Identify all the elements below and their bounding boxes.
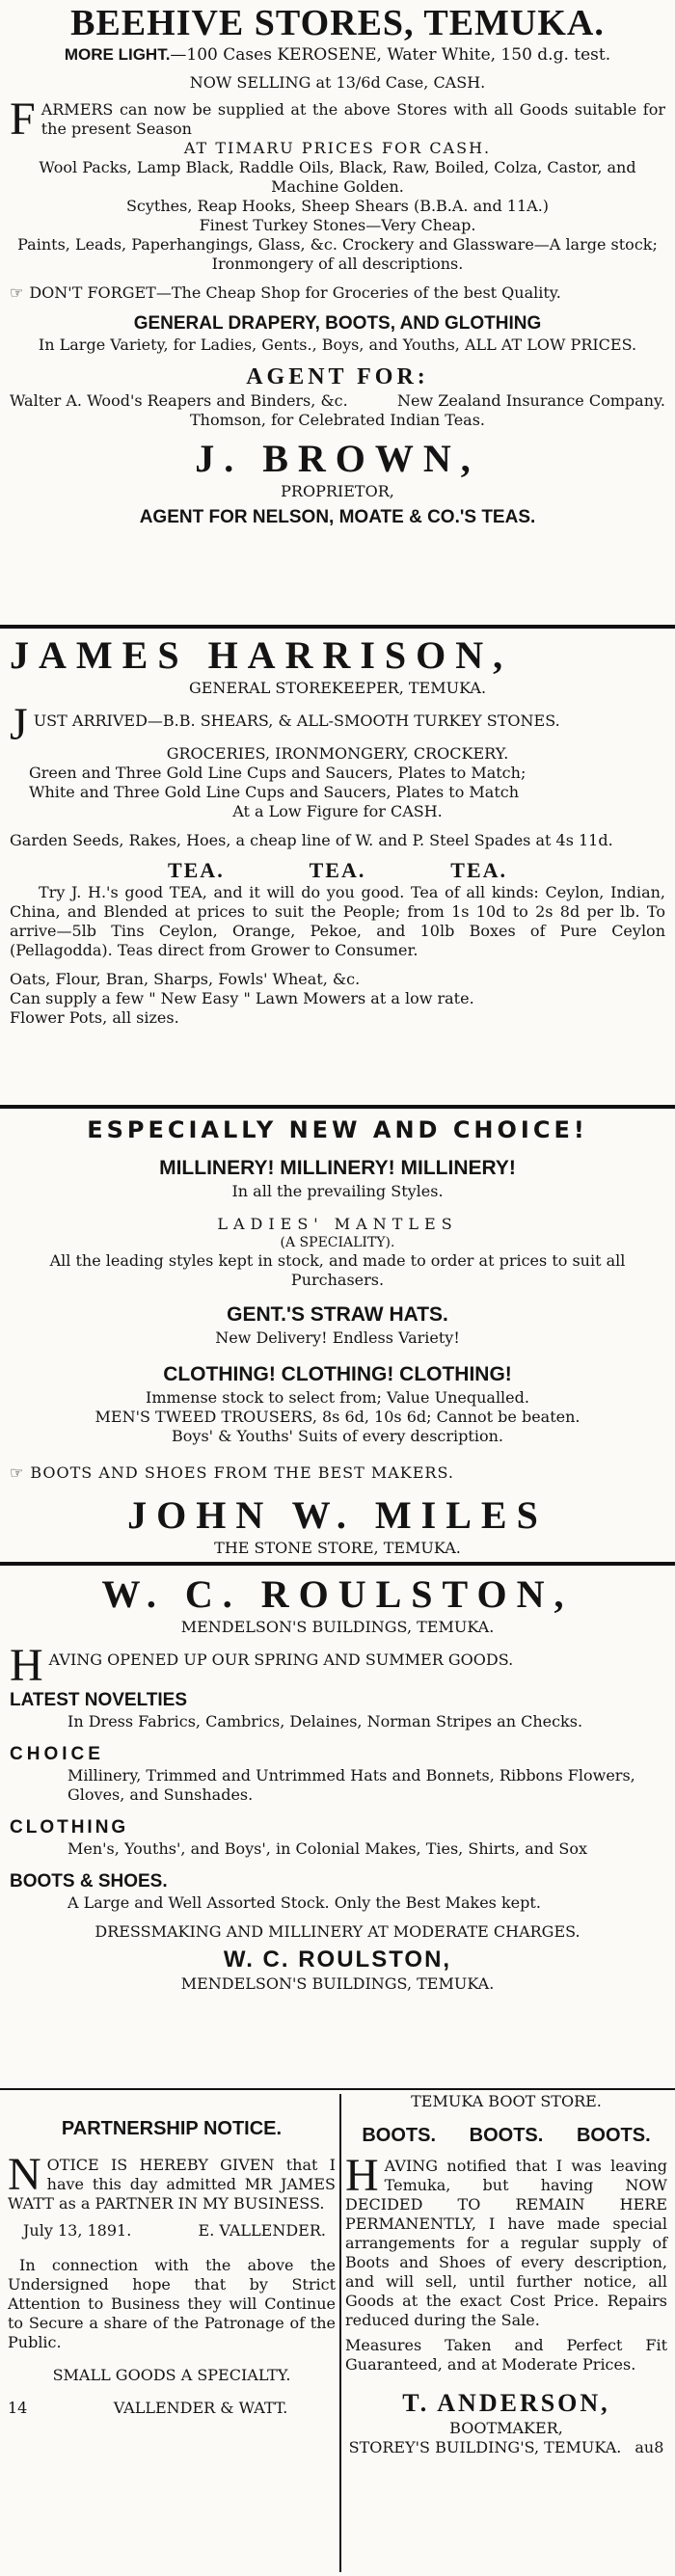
more-light-head: MORE LIGHT. (64, 45, 171, 64)
small-goods: SMALL GOODS A SPECIALTY. (52, 2366, 291, 2384)
divider-1 (0, 625, 675, 629)
now-selling: NOW SELLING at 13/6d Case, CASH. (189, 73, 486, 92)
agent-thomson: Thomson, for Celebrated Indian Teas. (190, 411, 485, 429)
boots-shoes-line (10, 1463, 665, 1483)
cups-line-2: White and Three Gold Line Cups and Saucers, Plates to Match (29, 783, 520, 801)
paints: Paints, Leads, Paperhangings, Glass, &c. Crockery and Glassware—A large stock; Ironmongery of all descriptions. (17, 235, 658, 273)
agent-row (10, 391, 665, 411)
clothing-head: CLOTHING (10, 1817, 129, 1838)
turkey-stones: Finest Turkey Stones—Very Cheap. (199, 216, 476, 234)
boots-word-3: BOOTS. (576, 2125, 651, 2146)
firm-name: VALLENDER & WATT. (113, 2399, 288, 2417)
more-light-text: —100 Cases KEROSENE, Water White, 150 d.g. test. (170, 45, 611, 65)
divider-2 (0, 1105, 675, 1109)
anderson-address-row (345, 2438, 667, 2457)
dressmaking-line: DRESSMAKING AND MILLINERY AT MODERATE CHARGES. (94, 1922, 580, 1941)
drapery-text: In Large Variety, for Ladies, Gents., Boys, and Youths, ALL AT LOW PRICES. (38, 335, 637, 354)
scythes: Scythes, Reap Hooks, Sheep Shears (B.B.A. and 11A.) (125, 197, 550, 215)
millinery-line: MILLINERY! MILLINERY! MILLINERY! (159, 1157, 516, 1179)
boots-word-1: BOOTS. (362, 2125, 436, 2146)
agent-head: AGENT FOR: (246, 364, 429, 389)
wool-packs: Wool Packs, Lamp Black, Raddle Oils, Black, Raw, Boiled, Colza, Castor, and Machine Golden. (39, 158, 636, 196)
notice-sign-row (8, 2221, 336, 2241)
column-divider (339, 2094, 341, 2572)
choice-head: CHOICE (10, 1744, 104, 1764)
brown-agent: AGENT FOR NELSON, MOATE & CO.'S TEAS. (139, 507, 536, 527)
drapery-head: GENERAL DRAPERY, BOOTS, AND GLOTHING (133, 313, 542, 334)
roulston-sub-2: MENDELSON'S BUILDINGS, TEMUKA. (180, 1974, 495, 1993)
notice-signer: E. VALLENDER. (198, 2221, 326, 2240)
flowerpots-line: Flower Pots, all sizes. (10, 1008, 179, 1027)
clothing-line: CLOTHING! CLOTHING! CLOTHING! (163, 1363, 512, 1385)
firm-row (8, 2399, 336, 2418)
cups-line-3: At a Low Figure for CASH. (232, 802, 443, 820)
tea-word-3: TEA. (450, 858, 508, 882)
sign-mark: 14 (8, 2399, 28, 2417)
beehive-ad (0, 2, 675, 530)
tea-headline (10, 858, 665, 883)
miles-sub: THE STONE STORE, TEMUKA. (214, 1539, 461, 1557)
immense-stock: Immense stock to select from; Value Unequalled. (146, 1388, 529, 1407)
notice-paragraph (8, 2149, 336, 2214)
latest-text: In Dress Fabrics, Cambrics, Delaines, Norman Stripes an Checks. (68, 1712, 583, 1731)
boots-word-2: BOOTS. (469, 2125, 544, 2146)
dont-forget-line (10, 283, 665, 303)
cups-line-1: Green and Three Gold Line Cups and Saucers, Plates to Match; (29, 764, 526, 782)
notice-text: OTICE IS HEREBY GIVEN that I have this day admitted MR JAMES WATT as a PARTNER IN MY BUSINESS. (8, 2156, 336, 2213)
prevailing-styles: In all the prevailing Styles. (231, 1182, 444, 1200)
boys-suits: Boys' & Youths' Suits of every description. (172, 1427, 503, 1445)
notice-date: July 13, 1891. (23, 2221, 132, 2240)
partnership-head: PARTNERSHIP NOTICE. (61, 2118, 283, 2139)
just-arrived-text: UST ARRIVED—B.B. SHEARS, & ALL-SMOOTH TURKEY STONES. (33, 711, 560, 730)
anderson-code: au8 (634, 2438, 664, 2456)
anderson-name: T. ANDERSON, (402, 2389, 610, 2417)
harrison-name: JAMES HARRISON, (10, 633, 513, 677)
partnership-ad (8, 2096, 336, 2418)
dont-forget-text: DON'T FORGET—The Cheap Shop for Groceries of the best Quality. (29, 283, 561, 302)
anderson-boots-row (345, 2125, 667, 2147)
tweed-trousers: MEN'S TWEED TROUSERS, 8s 6d, 10s 6d; Cannot be beaten. (94, 1408, 580, 1426)
latest-head: LATEST NOVELTIES (10, 1690, 188, 1710)
miles-ad (0, 1114, 675, 1558)
tea-word-1: TEA. (167, 858, 225, 882)
ladies-mantles: LADIES' MANTLES (217, 1215, 458, 1233)
connection-text: In connection with the above the Undersigned hope that by Strict Attention to Business they will Continue to Secure a share of the Patronage of the Public. (8, 2256, 336, 2351)
mowers-line: Can supply a few " New Easy " Lawn Mowers at a low rate. (10, 989, 474, 1007)
anderson-dropcap: H (345, 2150, 379, 2201)
notice-dropcap: N (8, 2149, 41, 2200)
anderson-ad (345, 2092, 667, 2457)
having-opened-paragraph (10, 1640, 665, 1691)
anderson-having-paragraph (345, 2150, 667, 2330)
farmers-text: ARMERS can now be supplied at the above Stores with all Goods suitable for the present Season (40, 100, 665, 138)
new-delivery: New Delivery! Endless Variety! (215, 1328, 460, 1347)
more-light-line (10, 44, 665, 66)
garden-seeds: Garden Seeds, Rakes, Hoes, a cheap line of W. and P. Steel Spades at 4s 11d. (10, 831, 613, 849)
roulston-name-2: W. C. ROULSTON, (223, 1946, 452, 1972)
farmers-dropcap: F (10, 94, 36, 145)
agent-left: Walter A. Wood's Reapers and Binders, &c. (10, 391, 348, 410)
brown-name: J. BROWN, (195, 437, 480, 480)
harrison-ad (0, 632, 675, 1028)
roulston-name: W. C. ROULSTON, (101, 1572, 574, 1616)
tea-word-2: TEA. (309, 858, 366, 882)
boots-shoes-text: BOOTS AND SHOES FROM THE BEST MAKERS. (30, 1463, 454, 1482)
divider-4 (0, 2088, 675, 2090)
pointing-hand-icon: ☞ (10, 283, 24, 302)
agent-right: New Zealand Insurance Company. (397, 391, 665, 410)
timaru-prices: AT TIMARU PRICES FOR CASH. (183, 139, 492, 157)
leading-styles: All the leading styles kept in stock, and made to order at prices to suit all Purchasers. (49, 1251, 626, 1289)
choice-text: Millinery, Trimmed and Untrimmed Hats and Bonnets, Ribbons Flowers, Gloves, and Sunshades. (68, 1766, 635, 1804)
just-dropcap: J (10, 699, 28, 750)
groceries-line: GROCERIES, IRONMONGERY, CROCKERY. (166, 744, 509, 763)
boots-head: BOOTS & SHOES. (10, 1871, 168, 1892)
anderson-address: STOREY'S BUILDING'S, TEMUKA. (348, 2438, 622, 2456)
having-dropcap: H (10, 1640, 43, 1691)
roulston-ad (0, 1571, 675, 1994)
straw-hats: GENT.'S STRAW HATS. (227, 1303, 448, 1326)
brown-role: PROPRIETOR, (281, 482, 394, 500)
roulston-sub: MENDELSON'S BUILDINGS, TEMUKA. (180, 1618, 495, 1636)
harrison-sub: GENERAL STOREKEEPER, TEMUKA. (188, 679, 487, 697)
just-arrived-paragraph (10, 699, 665, 750)
anderson-head: TEMUKA BOOT STORE. (411, 2092, 602, 2110)
pointing-hand-icon: ☞ (10, 1463, 25, 1482)
anderson-role: BOOTMAKER, (449, 2419, 563, 2437)
miles-name: JOHN W. MILES (127, 1493, 548, 1537)
having-opened-text: AVING OPENED UP OUR SPRING AND SUMMER GOODS. (48, 1650, 514, 1669)
farmers-paragraph (10, 94, 665, 145)
oats-line: Oats, Flour, Bran, Sharps, Fowls' Wheat, &c. (10, 970, 361, 988)
clothing-text: Men's, Youths', and Boys', in Colonial Makes, Ties, Shirts, and Sox (68, 1839, 587, 1858)
miles-headline: ESPECIALLY NEW AND CHOICE! (87, 1116, 588, 1143)
anderson-having-text: AVING notified that I was leaving Temuka, but having NOW DECIDED TO REMAIN HERE PERMANENTLY, I have made special arrangements for a regular supply of Boots and Shoes of every description, and will sell, until further notice, all Goods at the exact Cost Price. Repairs reduced during the Sale. (345, 2157, 667, 2329)
tea-text: Try J. H.'s good TEA, and it will do you good. Tea of all kinds: Ceylon, Indian, China, and Blended at prices to suit the People; from 1s 10d to 2s 8d per lb. To arrive—5lb Tins Ceylon, Orange, Pekoe, and 10lb Boxes of Pure Ceylon (Pellagodda). Teas direct from Grower to Consumer. (10, 883, 665, 959)
boots-text: A Large and Well Assorted Stock. Only the Best Makes kept. (68, 1893, 541, 1912)
measures-text: Measures Taken and Perfect Fit Guaranteed, and at Moderate Prices. (345, 2336, 667, 2374)
mantles-speciality: (A SPECIALITY). (280, 1235, 395, 1250)
divider-3 (0, 1562, 675, 1566)
beehive-title: BEEHIVE STORES, TEMUKA. (70, 3, 605, 43)
